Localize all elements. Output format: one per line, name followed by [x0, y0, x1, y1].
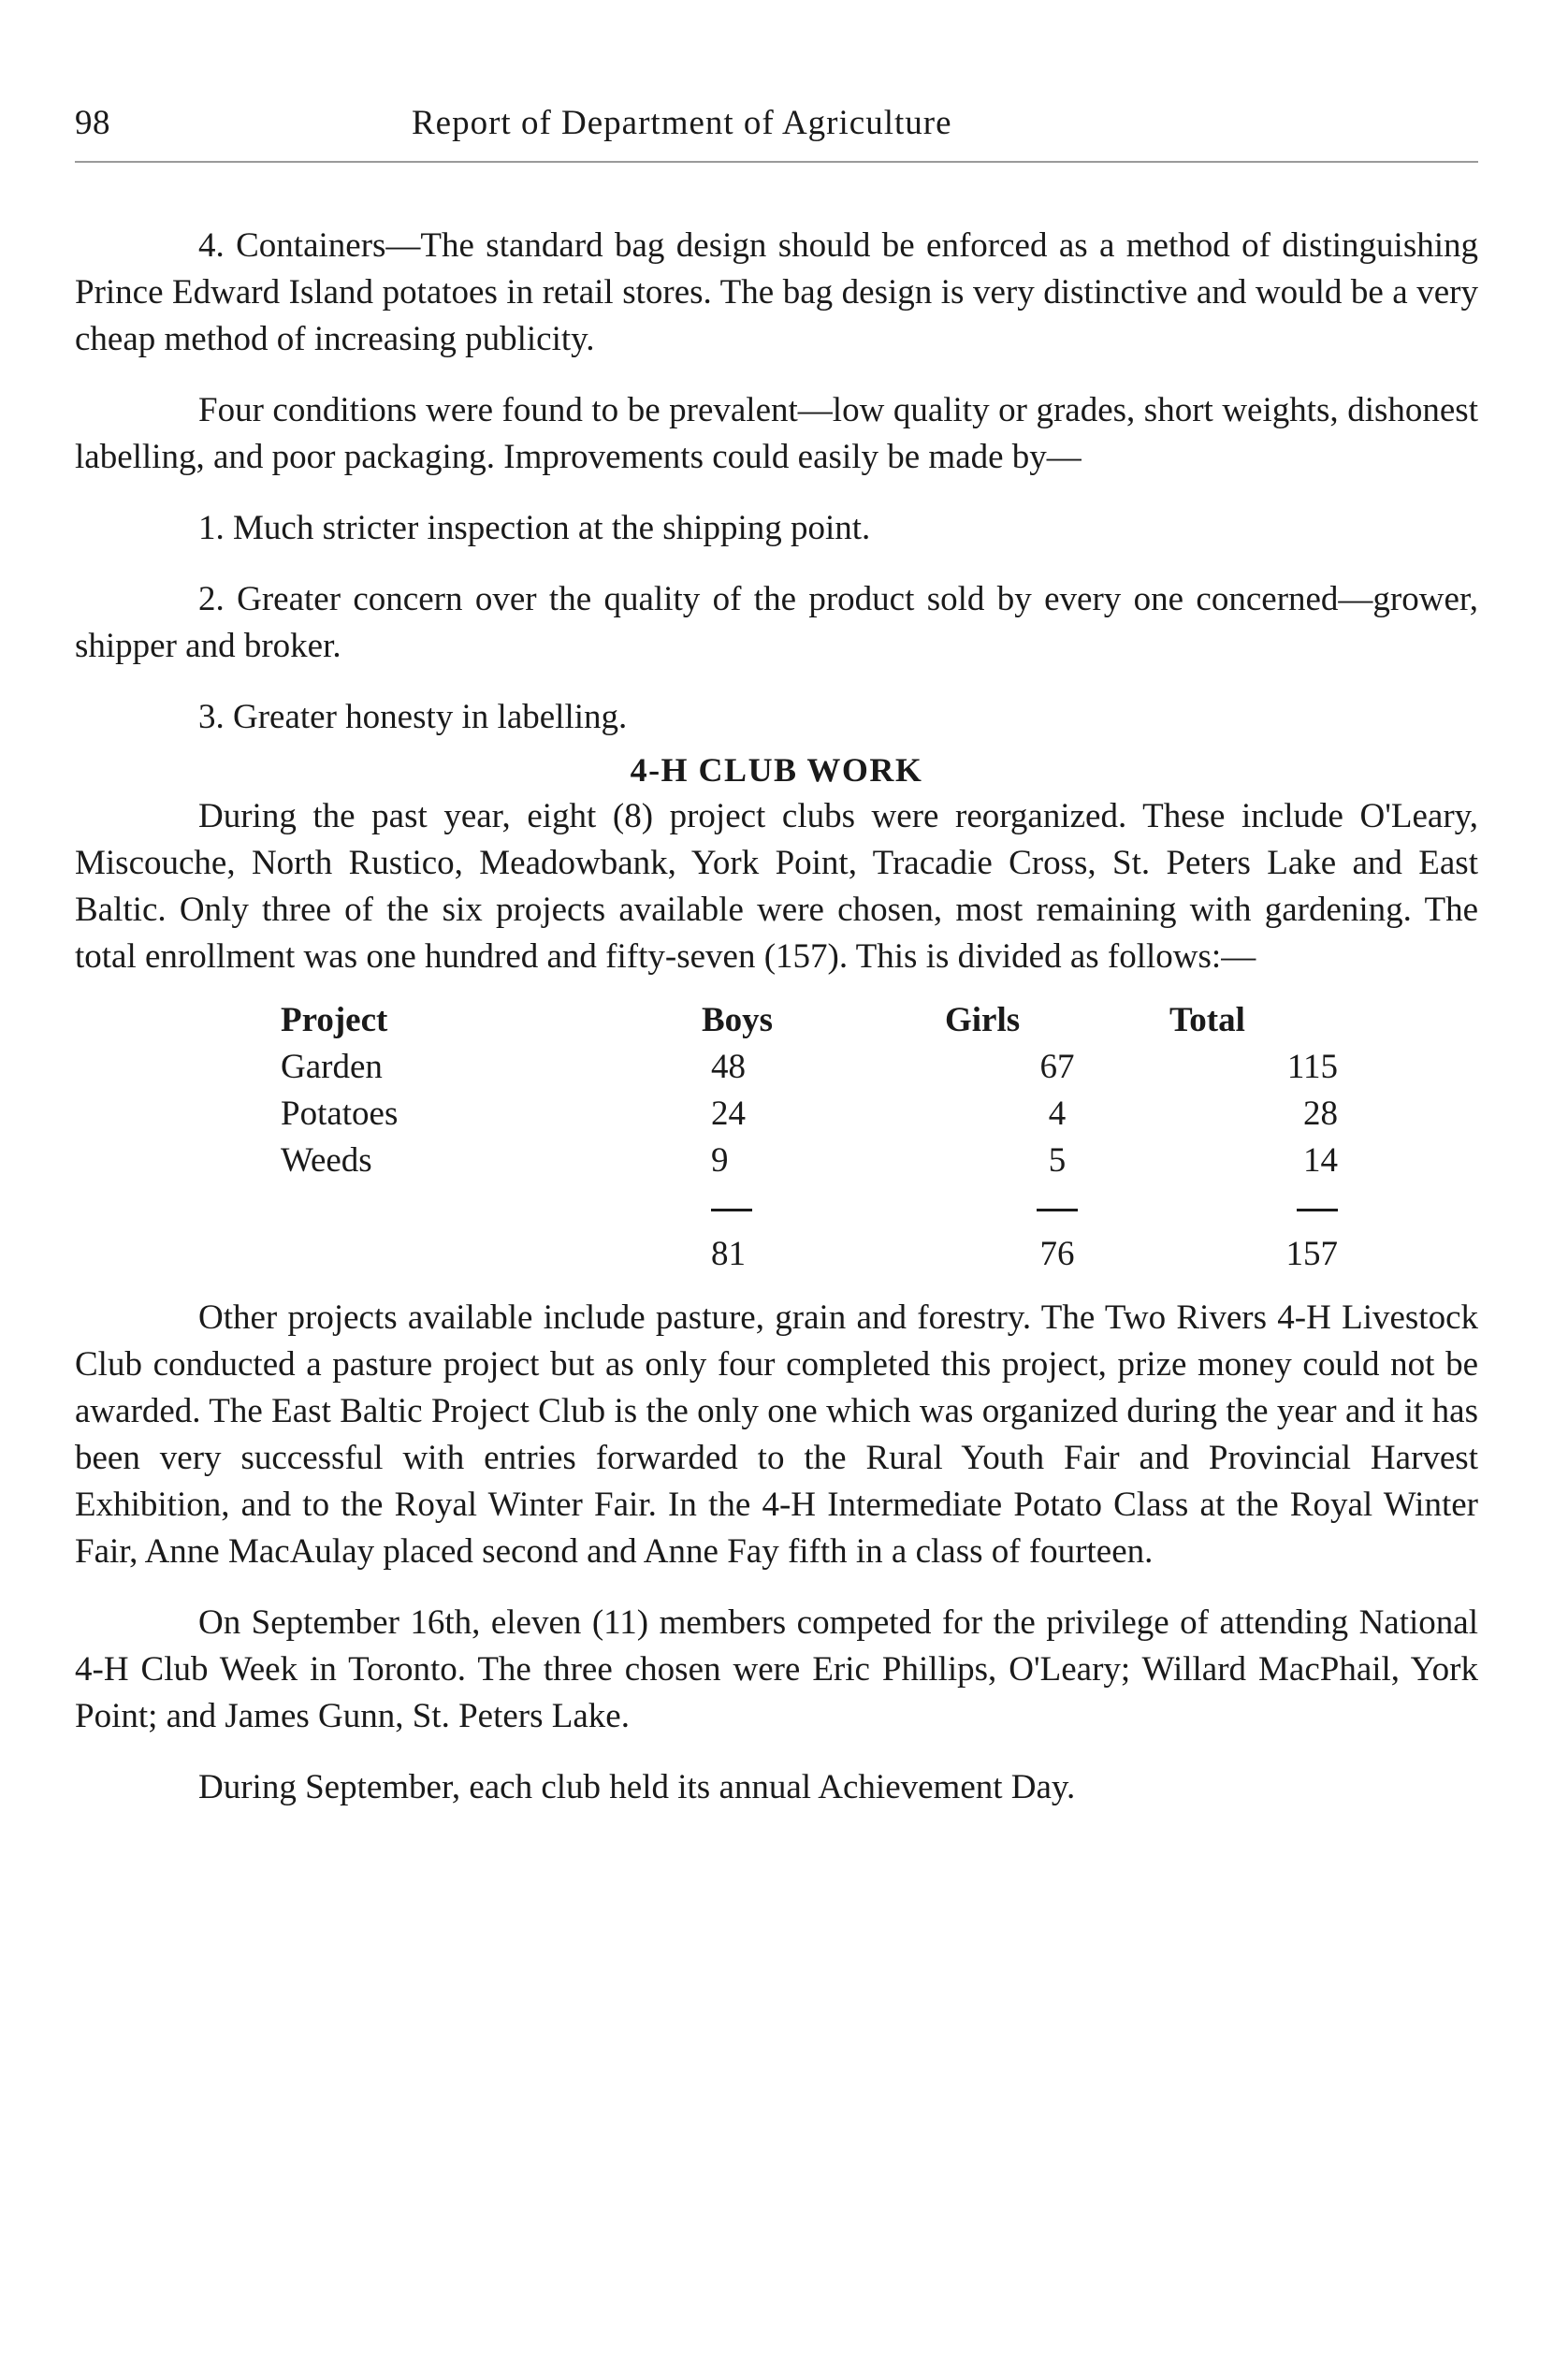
- table-header-girls: Girls: [945, 1001, 1021, 1039]
- table-cell-total: 115: [1286, 1048, 1338, 1086]
- table-cell-girls: 5: [1048, 1141, 1067, 1180]
- document-page: [75, 94, 1478, 1806]
- total-all: 157: [1285, 1235, 1338, 1273]
- table-cell-project: Potatoes: [281, 1095, 399, 1133]
- table-header-project: Project: [281, 1001, 388, 1039]
- enrollment-table: [281, 997, 1338, 1278]
- sum-rule: [1297, 1209, 1338, 1211]
- table-row: [281, 1091, 1338, 1138]
- table-header-total: Total: [1169, 1001, 1245, 1039]
- paragraph-4h-clubs: During the past year, eight (8) project clubs were reorganized. These include O'Leary, Miscouche, North Rustico, Meadowbank, York Point, Tracadie Cross, St. Peters Lake and East Baltic. Only three of the six projects available were chosen, most remaining with gardening. The total enrollment was one hundred and fifty-seven (157). This is divided as follows:—: [75, 797, 1478, 976]
- table-cell-boys: 48: [711, 1048, 746, 1086]
- paragraph-containers: 4. Containers—The standard bag design should be enforced as a method of distinguishing Prince Edward Island potatoes in retail stores. The bag design is very distinctive and would be a very cheap method of increasing publicity.: [75, 226, 1478, 358]
- improvement-item-3: 3. Greater honesty in labelling.: [198, 698, 628, 736]
- table-cell-girls: 67: [1039, 1048, 1075, 1086]
- table-header-row: [281, 997, 1338, 1044]
- improvement-item-1: 1. Much stricter inspection at the shipping point.: [198, 509, 871, 547]
- table-cell-boys: 24: [711, 1095, 746, 1133]
- table-cell-girls: 4: [1048, 1095, 1067, 1133]
- table-header-boys: Boys: [702, 1001, 774, 1039]
- total-girls: 76: [1039, 1235, 1075, 1273]
- table-dash-row: [281, 1184, 1338, 1231]
- table-cell-total: 28: [1303, 1095, 1338, 1133]
- table-row: [281, 1138, 1338, 1184]
- paragraph-national-week: On September 16th, eleven (11) members competed for the privilege of attending National 4-H Club Week in Toronto. The three chosen were Eric Phillips, O'Leary; Willard MacPhail, York Point; and James Gunn, St. Peters Lake.: [75, 1603, 1478, 1735]
- running-title: Report of Department of Agriculture: [412, 104, 952, 142]
- paragraph-other-projects: Other projects available include pasture, grain and forestry. The Two Rivers 4-H Livestock Club conducted a pasture project but as only four completed this project, prize money could not be awarded. The East Baltic Project Club is the only one which was organized during the year and it has been very successful with entries forwarded to the Rural Youth Fair and Provincial Harvest Exhibition, and to the Royal Winter Fair. In the 4-H Intermediate Potato Class at the Royal Winter Fair, Anne MacAulay placed second and Anne Fay fifth in a class of fourteen.: [75, 1298, 1478, 1571]
- table-cell-project: Garden: [281, 1048, 383, 1086]
- header-rule: [75, 161, 1478, 163]
- sum-rule: [1037, 1209, 1078, 1211]
- page-header: [75, 94, 1478, 150]
- improvement-item-2: 2. Greater concern over the quality of the product sold by every one concerned—grower, shipper and broker.: [75, 580, 1478, 665]
- section-heading: 4-H CLUB WORK: [630, 751, 923, 789]
- table-row: [281, 1044, 1338, 1091]
- sum-rule: [711, 1209, 752, 1211]
- paragraph-conditions: Four conditions were found to be prevalent—low quality or grades, short weights, dishonest labelling, and poor packaging. Improvements could easily be made by—: [75, 391, 1478, 476]
- table-cell-boys: 9: [711, 1141, 729, 1180]
- total-boys: 81: [711, 1235, 746, 1273]
- body-text: [75, 223, 1478, 1835]
- table-totals-row: [281, 1231, 1338, 1278]
- table-cell-project: Weeds: [281, 1141, 372, 1180]
- page-number: 98: [75, 104, 110, 142]
- paragraph-achievement-day: During September, each club held its annual Achievement Day.: [198, 1768, 1076, 1806]
- table-cell-total: 14: [1303, 1141, 1338, 1180]
